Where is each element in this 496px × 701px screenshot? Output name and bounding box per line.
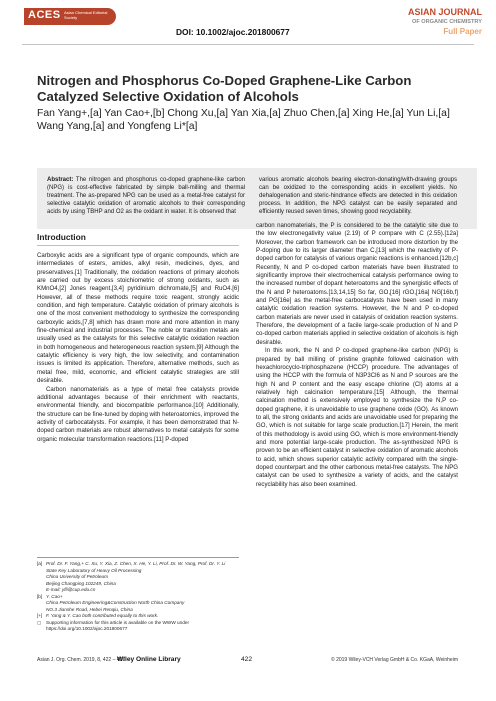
- footnote-text: State Key Laboratory of Heavy Oil Processing: [46, 567, 142, 573]
- article-title: Nitrogen and Phosphorus Co-Doped Graphene-Like Carbon Catalyzed Selective Oxidation of Alcohols: [37, 73, 412, 104]
- footnote-text: Y. Cao+: [46, 593, 63, 599]
- intro-paragraph-2: Carbon nanomaterials as a type of metal free catalysts provide additional advantages because of their enrichment with reactants, environmental friendly, and biocompatible performance.[10] Additionally, the structure can be fine-tuned by doping with heteroatomics, improved the activity of carbocatalysts. For example, it has been demonstrated that N-doped carbon materials are robust alternatives to metal catalysts for some organic molecular transformation reactions.[11] P-doped: [37, 385, 239, 443]
- wiley-online-library-link[interactable]: Wiley Online Library: [117, 656, 181, 663]
- aces-logo-text: ACES: [28, 9, 61, 21]
- footnote-key: ▢: [37, 619, 42, 625]
- abstract-text-left: The nitrogen and phosphorus co-doped graphene-like carbon (NPG) is cost-effective fabricated by simple ball-milling and thermal treatment. The as-prepared NPG can be used as a metal-free catalyst for selective catalytic oxidation of aromatic alcohols to their corresponding acids by using TBHP and O2 as the oxidant in water. It is observed that: [47, 177, 245, 216]
- footnote-text: NO.3 Jianshe Road, Hebei Renqiu, China: [46, 606, 133, 612]
- intro-paragraph-1: Carboxylic acids are a significant type of organic compounds, which are intermediates of esters, amides, alkyl resin, medicines, dyes, and preservatives.[1] Traditionally, the oxidation reactions of primary alcohols are carried out by excess stoichiometric of strong oxidants, such as KMnO4,[2] Jones reagent,[3,4] pyridinium dichromate,[5] and RuO4.[6] However, all of these methods require toxic reagent, strongly acidic condition, and high temperature. Catalytic oxidation of primary alcohols is one of the most convenient methodology to synthesize the corresponding carboxylic acids,[7,8] which has drawn more and more attention in many fine-chemical and industrial processes. The noble or transition metals are usually used as the catalysts for this selective catalytic oxidation reaction in both homogeneous and heterogeneous reaction system.[9] Although the catalytic efficiency is very high, the low selectivity, and contamination issues is limited its application. Therefore, alternative methods, such as metal free, mild, economic, and efficient catalytic strategies are still desirable.: [37, 252, 239, 385]
- author-line-1: Fan Yang+,[a] Yan Cao+,[b] Chong Xu,[a] Yan Xia,[a] Zhuo Chen,[a] Xing He,[a] Yun Li,[a]: [37, 108, 450, 119]
- abstract-box: [37, 168, 477, 229]
- intro-paragraph-3: carbon nanomaterials, the P is considered to be the catalytic site due to the low electronegativity value (2.19) of P compare with C (2.55).[12a] Moreover, the carbon framework can be introduced more distortion by the P-doping due to its larger diameter than C,[13] which the reactivity of P-doped carbon for catalysis of various organic reactions is enhanced.[12b,c] Recently, N and P co-doped carbon materials have been illustrated to significantly improve their electrochemical catalysis performance owing to the increased number of dopant heteroatoms and the synergistic effects of the N and P heteroatoms.[13,14,15] So far, GO,[16] rGO,[16a] NG[16b,f] and PG[16e] as the metal-free carbocatalysts have been used in many catalytic oxidation reaction systems. However, the N and P co-doped carbon materials are never used in catalysis of oxidation reaction systems. Therefore, the development of a facile large-scale production of N and P co-doped carbon materials applied in selective oxidation of alcohols is high desirable.: [256, 222, 458, 346]
- affiliation-footnotes: [37, 561, 239, 633]
- footnote-key: [+]: [37, 613, 43, 618]
- introduction-heading-rule: [37, 245, 239, 246]
- doi-link[interactable]: DOI: 10.1002/ajoc.201800677: [176, 27, 290, 37]
- footnote-text: China University of Petroleum: [46, 574, 109, 579]
- introduction-heading: Introduction: [37, 232, 86, 242]
- article-type-label: Full Paper: [443, 27, 482, 36]
- abstract-left-column: [47, 176, 245, 216]
- footnote-key: [b]: [37, 593, 43, 599]
- body-right-column: [256, 222, 458, 489]
- page-footer: [37, 656, 458, 666]
- footnote-text: F. Yang & Y. Cao both contributed equally to this work.: [46, 613, 159, 618]
- aces-logo-subtitle: Asian Chemical Editorial Society: [64, 10, 108, 20]
- footnote-text: Prof. Dr. F. Yang,+ C. Xu, Y. Xia, Z. Chen, X. He, Y. Li, Prof. Dr. W. Yang, Prof. Dr. Y. Li: [46, 561, 226, 566]
- page-number: 422: [241, 656, 253, 663]
- header-divider: [22, 44, 474, 45]
- abstract-label: Abstract:: [47, 177, 74, 183]
- footnote-key: [a]: [37, 561, 43, 566]
- abstract-right-column: various aromatic alcohols bearing electron-donating/with-drawing groups can be oxidized to the corresponding acids in excellent yields. No dehalogenation and steric-hindrance effects are detected in this oxidation process. In addition, the NPG catalyst can be easily separated and efficiently reused seven times, showing good recyclability.: [259, 177, 457, 216]
- journal-name-line1: ASIAN JOURNAL: [407, 7, 482, 17]
- journal-name-line2: OF ORGANIC CHEMISTRY: [411, 19, 482, 25]
- copyright-text: © 2019 Wiley-VCH Verlag GmbH & Co. KGaA, Weinheim: [331, 657, 458, 663]
- footnote-text: E-mail: yfli@cup.edu.cn: [46, 587, 96, 592]
- author-line-2: Wang Yang,[a] and Yongfeng Li*[a]: [37, 121, 198, 132]
- footnote-text: Beijing Changping 102249, China: [46, 580, 116, 586]
- author-list: [37, 107, 457, 133]
- footnote-text: China Petroleum Engineering&Construction North China Company: [46, 600, 185, 605]
- citation-text: Asian J. Org. Chem. 2019, 8, 422 – 427: [37, 657, 126, 663]
- footnote-text: Supporting information for this article is available on the WWW under https://doi.org/10.1002/ajoc.201800677: [46, 619, 190, 631]
- intro-paragraph-4: In this work, the N and P co-doped graphene-like carbon (NPG) is prepared by ball milling of pristine graphite followed calcination with hexachlorocyclo-triphosphazene (HCCP) procedure. The advantages of using the HCCP with the formula of N3P3Cl6 as N and P sources are the high N and P content and the easy escape chlorine (Cl) atoms at a relatively high calcination temperature.[15] Although, the thermal calcination method is extensively employed to synthesize the N,P co-doped graphene, it is unavoidable to use graphene oxide (GO). As known to all, the strong oxidants and acids are unavoidable used for preparing the GO, which is not suitable for large scale production.[17] Herein, the merit of this methodology is avoid using GO, which is more environment-friendly and more potential large-scale production. The as-synthesized NPG is proven to be an efficient catalyst in selective oxidation of aromatic alcohols to acid, which shows superior catalytic activity compared with the single-doped counterpart and the other carbonous metal-free catalysts. The NPG catalyst can be used to synthesize a variety of acids, and the catalyst recyclability has also been examined.: [256, 347, 458, 488]
- body-left-column: [37, 252, 239, 444]
- footnote-row: [37, 620, 239, 633]
- journal-header: [0, 0, 496, 46]
- footnote-divider: [37, 557, 239, 558]
